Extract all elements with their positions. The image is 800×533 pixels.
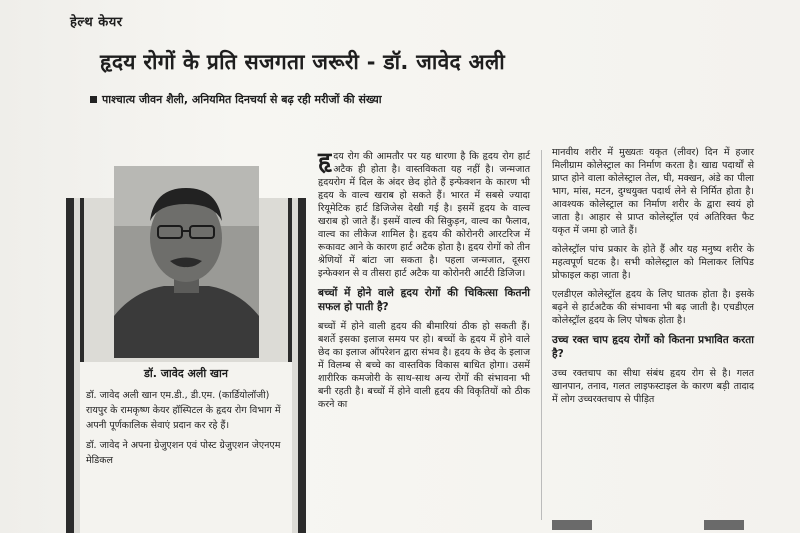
question-heading: बच्चों में होने वाले हृदय रोगों की चिकित्सा कितनी सफल हो पाती है? bbox=[318, 287, 530, 313]
photo-caption-box bbox=[80, 362, 292, 533]
author-portrait-image bbox=[114, 166, 259, 358]
caption-name: डॉ. जावेद अली खान bbox=[143, 367, 229, 380]
section-label: हेल्थ केयर bbox=[70, 15, 123, 30]
paragraph: कोलेस्ट्रॉल पांच प्रकार के होते हैं और यह मनुष्य शरीर के महत्वपूर्ण घटक है। सभी कोलेस्ट्राल को मिलाकर लिपिड प्रोफाइल कहा जाता है। bbox=[552, 244, 754, 281]
drop-cap: हृ bbox=[318, 147, 332, 175]
question-heading: उच्च रक्त चाप हृदय रोगों को कितना प्रभावित करता है? bbox=[552, 334, 754, 360]
column-divider bbox=[541, 150, 542, 520]
paragraph: बच्चों में होने वाली हृदय की बीमारियां ठीक हो सकती हैं। बशर्ते इसका इलाज समय पर हो। बच्चों के हृदय में होने वाले छेद का इलाज ऑपरेशन द्वारा संभव है। हृदय के छेद के इलाज में विलम्ब से बच्चे का वास्तविक विकास बाधित होगा। उसमें शारीरिक कमजोरी के साथ-साथ अन्य रोगों की संभावना भी बनी रहती है। बच्चों में होने वाली हृदय की विकृतियों को ठीक करने का bbox=[318, 321, 530, 410]
article-column-2 bbox=[552, 146, 754, 412]
article-headline: हृदय रोगों के प्रति सजगता जरूरी - डॉ. जावेद अली bbox=[100, 50, 505, 74]
footer-rule-left bbox=[552, 520, 592, 530]
paragraph: उच्च रक्तचाप का सीधा संबंध हृदय रोग से है। गलत खानपान, तनाव, गलत लाइफस्टाइल के कारण बड़ी तादाद में लोग उच्चरक्तचाप से पीड़ित bbox=[552, 368, 754, 405]
frame-stripe-right bbox=[298, 198, 306, 533]
article-subheadline bbox=[90, 92, 382, 107]
paragraph bbox=[318, 147, 530, 280]
subheadline-text: पाश्चात्य जीवन शैली, अनियमित दिनचर्या से बढ़ रही मरीजों की संख्या bbox=[102, 93, 382, 106]
article-column-1 bbox=[318, 147, 530, 417]
frame-stripe-left bbox=[66, 198, 74, 533]
author-photo bbox=[114, 166, 259, 358]
paragraph: एलडीएल कोलेस्ट्रॉल हृदय के लिए घातक होता है। इसके बढ़ने से हार्टअटैक की संभावना भी बढ़ जाती है। एचडीएल कोलेस्ट्रॉल हृदय के लिए पोषक होता है। bbox=[552, 289, 754, 326]
caption-bio-paragraph: डॉ. जावेद अली खान एम.डी., डी.एम. (कार्डियोलॉजी) रायपुर के रामकृष्ण केयर हॉस्पिटल के हृदय रोग विभाग में अपनी पूर्णकालिक सेवाएं प्रदान कर रहे हैं। bbox=[86, 390, 281, 431]
paragraph: मानवीय शरीर में मुख्यतः यकृत (लीवर) दिन में हजार मिलीग्राम कोलेस्ट्राल का निर्माण करता है। खाद्य पदार्थों से प्राप्त होने वाला कोलेस्ट्राल तेल, घी, मक्खन, अंडे का पीला भाग, मांस, मटन, दुग्धयुक्त पदार्थ लेने से निर्मित होता है। आवश्यक कोलेस्ट्राल का निर्माण शरीर के द्वारा स्वयं हो जाता है। आहार से प्राप्त कोलेस्ट्रॉल एवं अतिरिक्त फैट यकृत में जमा हो जाते हैं। bbox=[552, 147, 754, 236]
bullet-square-icon bbox=[90, 96, 97, 103]
paragraph-text: दय रोग की आमतौर पर यह धारणा है कि हृदय रोग हार्ट अटैक ही होता है। वास्तविकता यह नहीं है। जन्मजात हृदयरोग में दिल के अंदर छेद होते हैं इन्फेक्शन के कारण भी हृदय के वाल्व खराब हो सकते हैं। भारत में सबसे ज्यादा रियूमेटिक हार्ट डिजिजेस देखी गई है। इसमें हृदय के वाल्व खराब हो जाते हैं। इसमें वाल्व की सिकुड़न, वाल्व का फैलाव, वाल्व का लीकेज शामिल है। हृदय की कोरोनरी आरटरिज में रूकावट आने के कारण हार्ट अटैक होता है। हृदय रोगों को तीन श्रेणियों में बांटा जा सकता है। पहला जन्मजात, दूसरा इन्फेक्शन से व तीसरा हार्ट अटैक या कोरोनरी आर्टरी डिजिज। bbox=[318, 151, 530, 279]
footer-rule-right bbox=[704, 520, 744, 530]
caption-bio-paragraph: डॉ. जावेद ने अपना ग्रेजुएशन एवं पोस्ट ग्रेजुएशन जेएनएम मेडिकल bbox=[86, 440, 281, 466]
caption-bio bbox=[86, 388, 288, 473]
